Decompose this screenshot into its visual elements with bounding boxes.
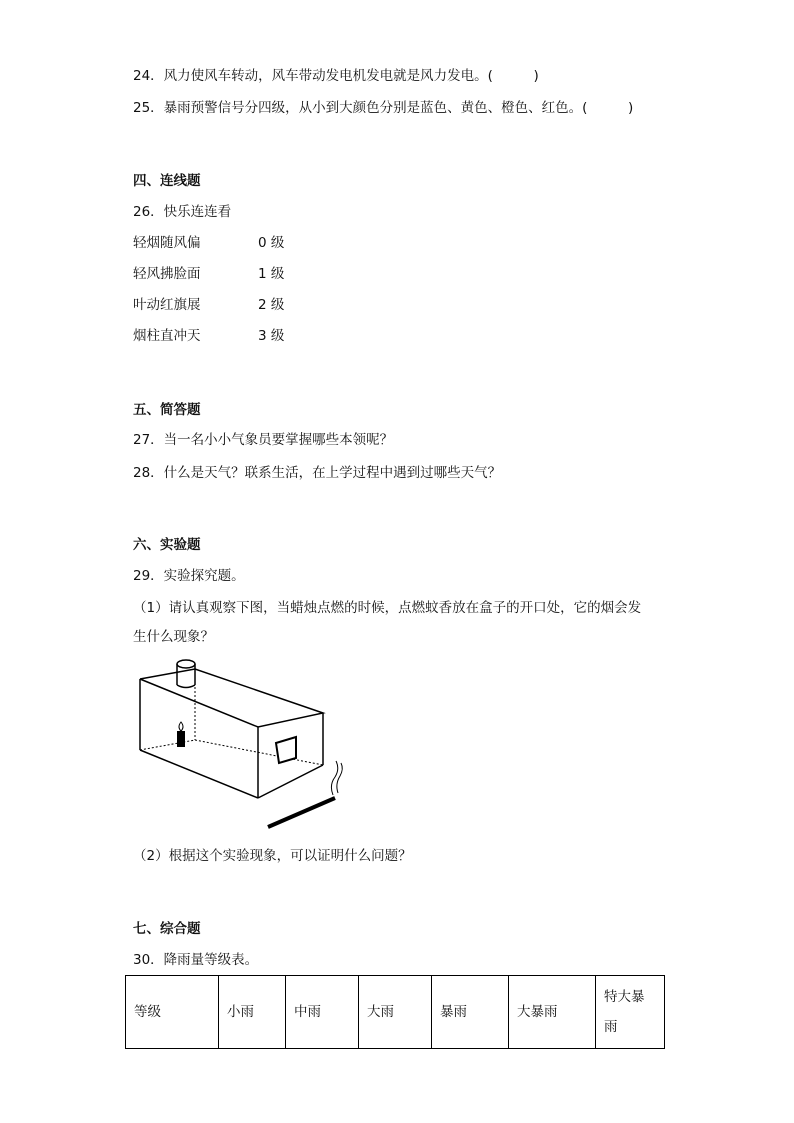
match-right-item-2: 1 级 — [258, 266, 285, 282]
question-29-part1-line1: （1）请认真观察下图，当蜡烛点燃的时候，点燃蚊香放在盒子的开口处，它的烟会发 — [133, 600, 642, 616]
match-right-item-1: 0 级 — [258, 235, 285, 251]
incense-stick — [268, 798, 335, 827]
table-cell-moderate-rain: 中雨 — [286, 976, 359, 1049]
box-outline — [140, 669, 323, 727]
match-left-item-3: 叶动红旗展 — [133, 297, 201, 313]
table-cell-grade: 等级 — [126, 976, 219, 1049]
section-4-title: 四、连线题 — [133, 173, 201, 189]
experiment-box-figure — [130, 655, 350, 835]
question-30: 30．降雨量等级表。 — [133, 952, 259, 968]
match-left-item-1: 轻烟随风偏 — [133, 235, 201, 251]
table-cell-rainstorm: 暴雨 — [432, 976, 509, 1049]
question-29: 29．实验探究题。 — [133, 568, 245, 584]
question-29-part2: （2）根据这个实验现象，可以证明什么问题？ — [133, 848, 412, 864]
rainfall-grade-table — [125, 975, 665, 1049]
match-left-item-2: 轻风拂脸面 — [133, 266, 201, 282]
match-right-item-4: 3 级 — [258, 328, 285, 344]
question-28: 28．什么是天气？联系生活，在上学过程中遇到过哪些天气？ — [133, 465, 502, 481]
table-row — [126, 976, 665, 1049]
section-7-title: 七、综合题 — [133, 921, 201, 937]
chimney-top — [177, 660, 195, 668]
table-cell-heavy-rain: 大雨 — [359, 976, 432, 1049]
table-cell-heavy-rainstorm: 大暴雨 — [509, 976, 596, 1049]
question-25: 25．暴雨预警信号分四级，从小到大颜色分别是蓝色、黄色、橙色、红色。( ) — [133, 100, 634, 116]
match-left-item-4: 烟柱直冲天 — [133, 328, 201, 344]
question-27: 27．当一名小小气象员要掌握哪些本领呢？ — [133, 432, 394, 448]
question-29-part1-line2: 生什么现象？ — [133, 629, 214, 645]
box-opening — [276, 737, 296, 763]
section-5-title: 五、简答题 — [133, 402, 201, 418]
match-right-item-3: 2 级 — [258, 297, 285, 313]
question-24: 24．风力使风车转动，风车带动发电机发电就是风力发电。( ) — [133, 68, 539, 84]
candle — [177, 731, 185, 747]
section-6-title: 六、实验题 — [133, 537, 201, 553]
question-26: 26．快乐连连看 — [133, 204, 232, 220]
table-cell-light-rain: 小雨 — [219, 976, 286, 1049]
table-cell-extreme-rainstorm: 特大暴雨 — [596, 976, 665, 1049]
